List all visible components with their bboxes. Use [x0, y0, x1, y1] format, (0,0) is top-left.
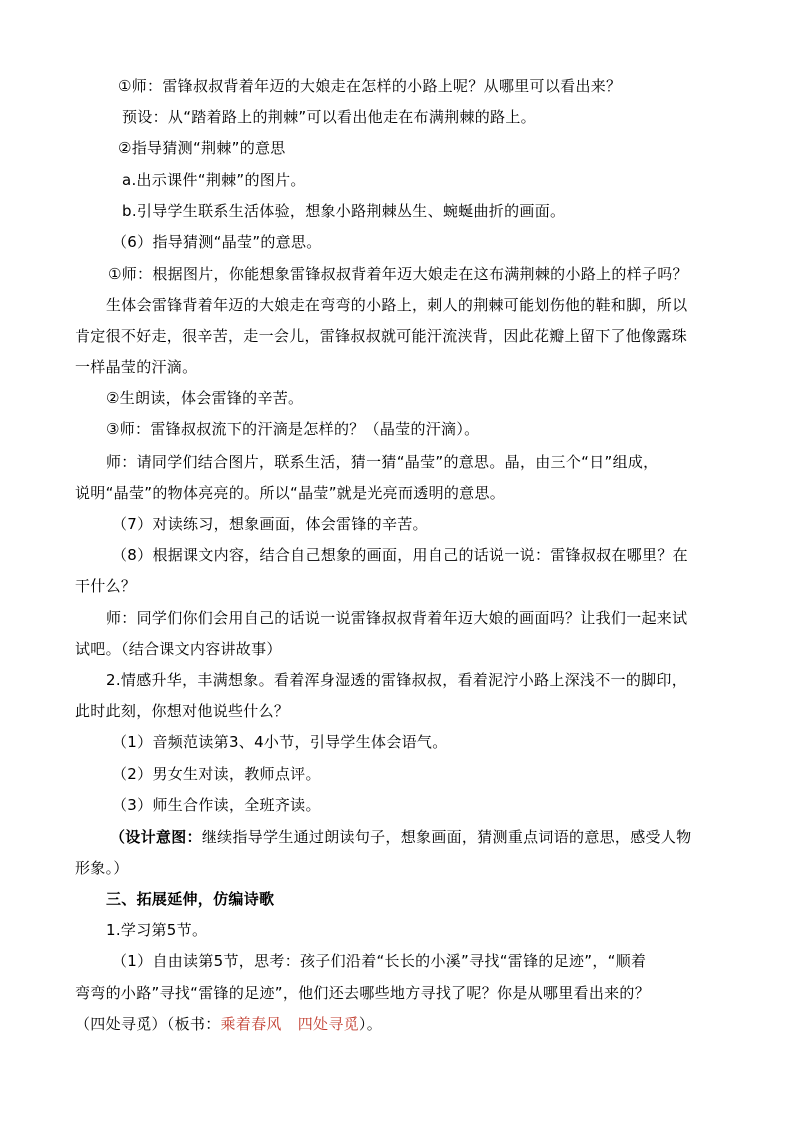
design-intent-label: （设计意图：: [110, 828, 202, 846]
paragraph-line: 试吧。（结合课文内容讲故事）: [75, 640, 282, 658]
paragraph-line: 干什么？: [75, 577, 137, 595]
paragraph-line: （6）指导猜测“晶莹”的意思。: [112, 233, 322, 251]
paragraph-line: （2）男女生对读，教师点评。: [112, 765, 321, 783]
paragraph-line: ③师：雷锋叔叔流下的汗滴是怎样的？（晶莹的汗滴）。: [106, 420, 480, 438]
paragraph-line: ②生朗读，体会雷锋的辛苦。: [106, 389, 304, 407]
paragraph-line: 弯弯的小路”寻找“雷锋的足迹”，他们还去哪些地方寻找了呢？你是从哪里看出来的？: [75, 984, 651, 1002]
paragraph-line: b.引导学生联系生活体验，想象小路荆棘丛生、蜿蜒曲折的画面。: [122, 202, 566, 220]
paragraph-line: 一样晶莹的汗滴。: [75, 358, 198, 376]
board-prefix: （四处寻觅）（板书：: [75, 1015, 221, 1033]
paragraph-line: 说明“晶莹”的物体亮亮的。所以“晶莹”就是光亮而透明的意思。: [75, 484, 506, 502]
design-intent-line: [110, 827, 691, 847]
paragraph-line: ②指导猜测“荆棘”的意思: [118, 139, 286, 157]
paragraph-line: 此时此刻，你想对他说些什么？: [75, 702, 290, 720]
paragraph-line: 2.情感升华，丰满想象。看着浑身湿透的雷锋叔叔，看着泥泞小路上深浅不一的脚印，: [106, 671, 688, 689]
paragraph-line: 预设：从“踏着路上的荆棘”可以看出他走在布满荆棘的路上。: [122, 108, 536, 126]
board-phrase-1: 乘着春风: [220, 1015, 282, 1033]
paragraph-line: （1）自由读第5节，思考：孩子们沿着“长长的小溪”寻找“雷锋的足迹”，“顺着: [112, 952, 647, 970]
paragraph-line: 师：同学们你们会用自己的话说一说雷锋叔叔背着年迈大娘的画面吗？让我们一起来试: [106, 609, 688, 627]
paragraph-line: （1）音频范读第3、4小节，引导学生体会语气。: [112, 733, 448, 751]
paragraph-line: 师：请同学们结合图片，联系生活，猜一猜“晶莹”的意思。晶，由三个“日”组成，: [106, 453, 659, 471]
paragraph-line: （3）师生合作读，全班齐读。: [112, 796, 321, 814]
paragraph-line: 生体会雷锋背着年迈的大娘走在弯弯的小路上，刺人的荆棘可能划伤他的鞋和脚，所以: [106, 296, 688, 314]
paragraph-line: ①师：雷锋叔叔背着年迈的大娘走在怎样的小路上呢？从哪里可以看出来？: [118, 77, 622, 95]
paragraph-line: （7）对读练习，想象画面，体会雷锋的辛苦。: [112, 515, 428, 533]
paragraph-line: 形象。）: [75, 859, 129, 877]
paragraph-line: （8）根据课文内容，结合自己想象的画面，用自己的话说一说：雷锋叔叔在哪里？在: [112, 546, 688, 564]
board-line: [75, 1014, 382, 1034]
paragraph-line: 肯定很不好走，很辛苦，走一会儿，雷锋叔叔就可能汗流浃背，因此花瓣上留下了他像露珠: [75, 327, 688, 345]
board-phrase-2: 四处寻觅: [297, 1015, 359, 1033]
design-intent-text: 继续指导学生通过朗读句子，想象画面，猜测重点词语的意思，感受人物: [201, 828, 692, 846]
paragraph-line: ①师：根据图片，你能想象雷锋叔叔背着年迈大娘走在这布满荆棘的小路上的样子吗？: [108, 265, 688, 283]
paragraph-line: a.出示课件“荆棘”的图片。: [122, 171, 306, 189]
board-suffix: ）。: [358, 1015, 383, 1033]
paragraph-line: 1.学习第5节。: [106, 921, 208, 939]
section-heading: 三、拓展延伸，仿编诗歌: [106, 890, 275, 908]
